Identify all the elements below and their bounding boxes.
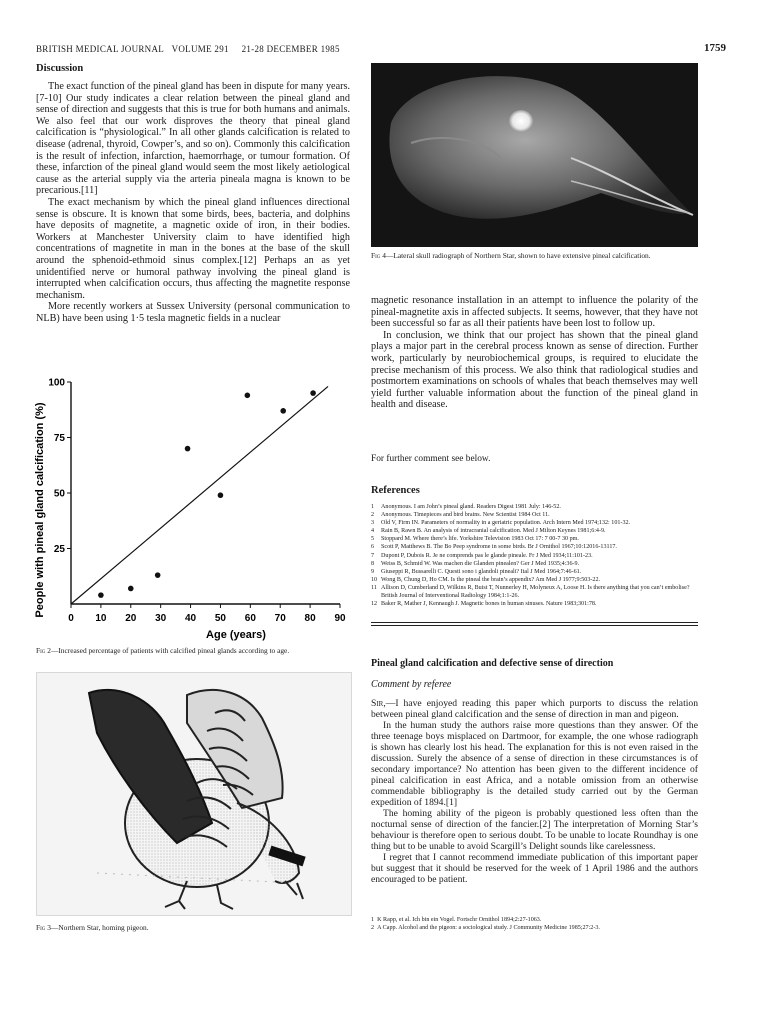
reference-item: 2 Anonymous. Timepieces and bird brains. New Scientist 1984 Oct 11. bbox=[371, 512, 550, 519]
comment-footnotes bbox=[371, 916, 698, 932]
chart-x-tick-label: 20 bbox=[125, 613, 137, 624]
fig3-caption bbox=[36, 923, 336, 932]
fig2-caption-text: —Increased percentage of patients with calcified pineal glands according to age. bbox=[50, 646, 290, 655]
comment-body bbox=[371, 698, 698, 885]
fig4-caption-text: —Lateral skull radiograph of Northern Star, shown to have extensive pineal calcification. bbox=[385, 251, 651, 260]
reference-item: 10 Wong B, Chung D, Ho CM. Is the pineal the brain’s appendix? Am Med J 1977;9:503-22. bbox=[371, 576, 601, 583]
chart-y-tick-label: 25 bbox=[53, 544, 65, 555]
page-number: 1759 bbox=[704, 42, 726, 54]
reference-item: 8 Weiss B, Schmid W. Was machen die Glanden pinealen? Ger J Med 1935;4:36-9. bbox=[371, 560, 580, 567]
comment-paragraph: In the human study the authors raise more questions than they answer. Of the three teenage boys misplaced on Dartmoor, for example, the one whose radiograph is shown has clearly lost his head. The explanation for this is not even raised in the discussion. Surely the absence of a sense of direction in these circumstances is of secondary importance? No attention has been given to the different incidence of pineal calcification in east Africa, and a notable omission from an otherwise commendable bibliography is the detailed study carried out by the German expedition of 1894.[1] bbox=[371, 720, 698, 808]
chart-points bbox=[98, 390, 316, 598]
journal-name: BRITISH MEDICAL JOURNAL bbox=[36, 44, 165, 54]
chart-y-axis-label: People with pineal gland calcification (%) bbox=[34, 402, 46, 618]
fig4-radiograph bbox=[371, 63, 698, 247]
chart-point bbox=[155, 572, 161, 578]
fig4-caption bbox=[371, 251, 698, 260]
journal-volume: VOLUME 291 bbox=[171, 44, 229, 54]
running-header bbox=[36, 44, 340, 54]
chart-point bbox=[245, 393, 251, 399]
discussion-continuation: magnetic resonance installation in an attempt to influence the polarity of the pineal-magnetite axis in affected subjects. It seems, however, that they have not been successful so far as all their patients have been lost to follow up. bbox=[371, 295, 698, 330]
comment-title: Pineal gland calcification and defective sense of direction bbox=[371, 658, 614, 669]
discussion-paragraph: The exact function of the pineal gland has been in dispute for many years.[7-10] Our study indicates a clear relation between the pineal gland and sense of direction and suggests that this is true for both humans and animals. We also feel that our work disproves the theory that pineal gland calcification is “physiological.” In all other glands calcification is related to disease (adrenal, thyroid, Cowper’s, and so on). Commonly this calcification is the result of infection, infarction, haemorrhage, or tumour formation. Of these, infarction of the pineal gland would seem the most likely aetiological cause as the arterial supply via the arteria pineala magna is known to be precarious.[11] bbox=[36, 81, 350, 197]
comment-salutation: Sir, bbox=[371, 698, 386, 709]
fig3-caption-label: Fig 3 bbox=[36, 923, 51, 932]
footnote-item: 1 K Rapp, et al. Ich bin ein Vogel. Fortschr Ornithol 1894;2:27-1063. bbox=[371, 917, 542, 923]
chart-point bbox=[280, 408, 286, 414]
chart-x-tick-label: 10 bbox=[95, 613, 107, 624]
reference-item: 5 Stoppard M. Where there’s life. Yorkshire Television 1983 Oct 17: 7 00-7 30 pm. bbox=[371, 536, 579, 543]
fig3-illustration bbox=[36, 672, 352, 916]
reference-item: 4 Rain B, Rawn B. An analysis of intracranial calcification. Med J Milton Keynes 1981;6:4-9. bbox=[371, 528, 606, 535]
chart-y-tick-label: 100 bbox=[48, 377, 65, 389]
chart-x-tick-label: 50 bbox=[214, 613, 227, 624]
reference-item: 11 Allison D, Cumberland D, Wilkins R, Buist T, Nunnerley H, Molyneux A, Loose H. Is there anything that you can’t embolise? British Journal of Interventional Radiology 1984;1:1-26. bbox=[371, 584, 690, 600]
chart-x-tick-label: 60 bbox=[244, 613, 256, 624]
discussion-conclusion: In conclusion, we think that our project has shown that the pineal gland plays a major part in the cerebral process known as sense of direction. Further work, particularly by neurobiochemical groups, is required to elucidate the precise mechanism of this process. We also think that radiological studies and postmortem examinations on schools of whales that beach themselves may well yield further valuable information about the function of the pineal gland in health and disease. bbox=[371, 329, 698, 411]
further-comment-note: For further comment see below. bbox=[371, 454, 491, 464]
discussion-body bbox=[36, 81, 350, 324]
chart-point bbox=[128, 586, 134, 592]
chart-trend-line bbox=[71, 386, 328, 604]
section-rule-top bbox=[371, 622, 698, 623]
reference-item: 7 Dupont P, Dubois R. Je ne comprends pas le glande pineale. Fr J Med 1934;11:101-23. bbox=[371, 552, 593, 559]
skull-radiograph-icon bbox=[371, 63, 698, 247]
reference-item: 9 Giuseppi R, Bussarelli C. Questi sono i glandoli pineali? Ital J Med 1964;7:46-61. bbox=[371, 568, 582, 575]
fig3-caption-text: —Northern Star, homing pigeon. bbox=[50, 923, 149, 932]
issue-date: 21-28 DECEMBER 1985 bbox=[241, 44, 340, 54]
references-heading: References bbox=[371, 485, 420, 496]
section-rule-bottom bbox=[371, 625, 698, 626]
comment-paragraph: The homing ability of the pigeon is probably questioned less often than the nocturnal sense of direction of the fancier.[2] The interpretation of Morning Star’s behaviour is therefore open to serious doubt. To be unable to locate Roundhay is one thing but to be unable to avoid Scargill’s Delight sounds like carelessness. bbox=[371, 808, 698, 852]
discussion-paragraph: More recently workers at Sussex University (personal communication to NLB) have been using 1·5 tesla magnetic fields in a nuclear bbox=[36, 301, 350, 324]
reference-item: 6 Scott P, Matthews B. The Bo Peep syndrome in some birds. Br J Ornithol 1967;10:12016-13117. bbox=[371, 544, 617, 551]
chart-trend-line-group bbox=[71, 386, 328, 604]
comment-subtitle: Comment by referee bbox=[371, 679, 452, 690]
fig2-chart bbox=[30, 368, 352, 644]
footnote-item: 2 A Capp. Alcohol and the pigeon: a sociological study. J Community Medicine 1985;27:2-3. bbox=[371, 925, 600, 932]
comment-paragraph: I regret that I cannot recommend immediate publication of this important paper but suggest that it should be reserved for the week of 1 April 1986 and the authors encouraged to be patient. bbox=[371, 852, 698, 885]
fig2-caption-label: Fig 2 bbox=[36, 646, 51, 655]
comment-paragraph: Sir,—I have enjoyed reading this paper which purports to discuss the relation between pineal gland calcification and the sense of direction in man and pigeon. bbox=[371, 698, 698, 720]
chart-point bbox=[98, 592, 104, 598]
reference-item: 3 Old V, Firm IN. Parameters of normality in a geriatric population. Arch Intern Med 1974;132: 101-32. bbox=[371, 520, 631, 527]
fig2-caption bbox=[36, 646, 352, 655]
chart-y-tick-label: 50 bbox=[53, 488, 65, 500]
chart-x-axis-label: Age (years) bbox=[206, 629, 266, 641]
fig4-caption-label: Fig 4 bbox=[371, 251, 386, 260]
references-list bbox=[371, 503, 698, 608]
chart-x-tick-label: 80 bbox=[304, 613, 316, 624]
chart-axes bbox=[71, 382, 340, 604]
chart-point bbox=[185, 446, 191, 452]
discussion-heading: Discussion bbox=[36, 63, 84, 74]
chart-point bbox=[310, 390, 316, 396]
pigeon-drawing-icon bbox=[37, 673, 352, 916]
chart-x-tick-label: 0 bbox=[68, 613, 74, 624]
discussion-paragraph: The exact mechanism by which the pineal gland influences directional sense is obscure. It is known that some birds, bees, bacteria, and dolphins have deposits of magnetite, a magnetic oxide of iron, in their bodies. Workers at Manchester University claim to have identified high concentrations of magnetite in man in the bones at the base of the skull around the sphenoid-ethmoid sinus complex.[12] Perhaps an as yet unidentified nerve or humoral pathway involving the pineal gland is interrupted when calcification occurs, thus affecting the magnetite response mechanism. bbox=[36, 196, 350, 301]
reference-item: 12 Baker R, Mather J, Kennaugh J. Magnetic bones in human sinuses. Nature 1983;301:78. bbox=[371, 601, 597, 608]
chart-x-tick-label: 90 bbox=[334, 613, 346, 624]
chart-x-tick-label: 30 bbox=[155, 613, 167, 624]
discussion-continued bbox=[371, 295, 698, 411]
chart-x-tick-label: 70 bbox=[274, 613, 286, 624]
chart-x-tick-label: 40 bbox=[184, 613, 197, 624]
chart-y-tick-label: 75 bbox=[53, 433, 65, 444]
chart-ticks bbox=[48, 378, 346, 625]
chart-point bbox=[218, 492, 224, 498]
reference-item: 1 Anonymous. I am John’s pineal gland. Readers Digest 1981 July: 146-52. bbox=[371, 504, 561, 510]
